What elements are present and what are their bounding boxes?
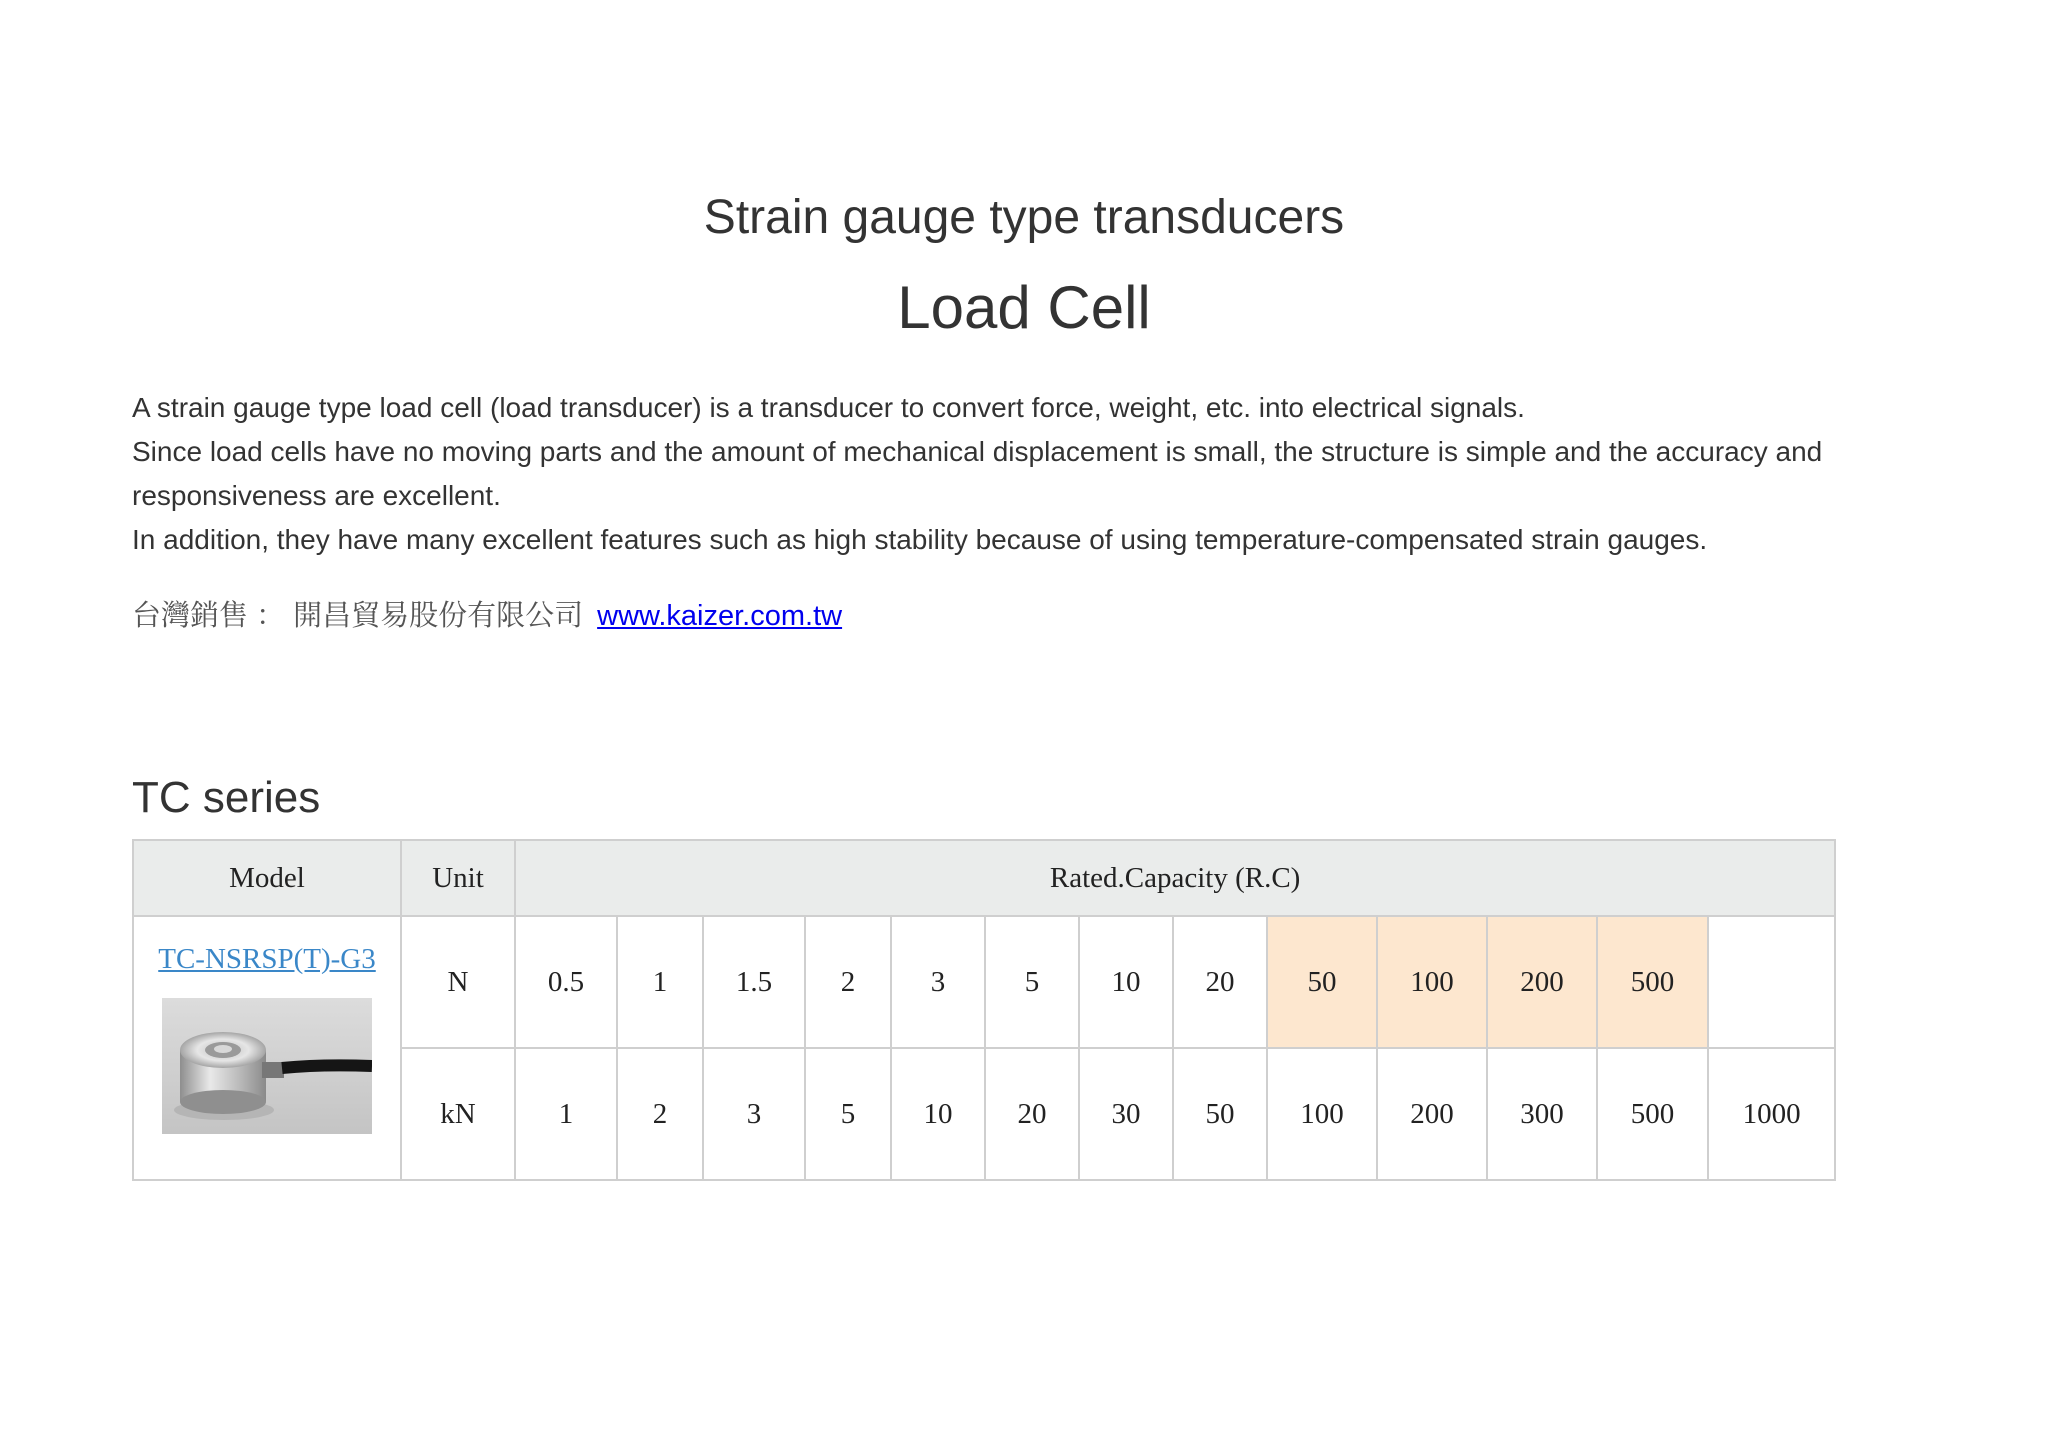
header-unit: Unit bbox=[401, 840, 515, 916]
description-line: A strain gauge type load cell (load transducer) is a transducer to convert force, weight, etc. into electrical signals. bbox=[132, 392, 1525, 423]
capacity-cell: 3 bbox=[703, 1048, 805, 1180]
load-cell-product-photo[interactable] bbox=[162, 998, 372, 1134]
description-line: Since load cells have no moving parts and the amount of mechanical displacement is small, the structure is simple and the accuracy and responsiveness are excellent. bbox=[132, 436, 1823, 511]
capacity-cell: 2 bbox=[805, 916, 891, 1048]
load-cell-icon bbox=[162, 998, 372, 1134]
seller-website-link[interactable]: www.kaizer.com.tw bbox=[597, 600, 843, 632]
capacity-cell: 100 bbox=[1267, 1048, 1377, 1180]
capacity-cell: 20 bbox=[1173, 916, 1267, 1048]
capacity-cell: 100 bbox=[1377, 916, 1487, 1048]
description bbox=[132, 386, 1932, 562]
capacity-cell: 2 bbox=[617, 1048, 703, 1180]
capacity-cell: 1.5 bbox=[703, 916, 805, 1048]
capacity-cell: 200 bbox=[1487, 916, 1597, 1048]
capacity-cell bbox=[1708, 916, 1835, 1048]
capacity-cell: 200 bbox=[1377, 1048, 1487, 1180]
seller-info bbox=[132, 594, 842, 638]
model-cell bbox=[133, 916, 401, 1180]
description-line: In addition, they have many excellent features such as high stability because of using temperature-compensated strain gauges. bbox=[132, 524, 1708, 555]
header-capacity: Rated.Capacity (R.C) bbox=[515, 840, 1835, 916]
capacity-cell: 1 bbox=[515, 1048, 617, 1180]
capacity-cell: 20 bbox=[985, 1048, 1079, 1180]
capacity-table bbox=[132, 839, 1836, 1181]
capacity-cell: 5 bbox=[985, 916, 1079, 1048]
capacity-cell: 1000 bbox=[1708, 1048, 1835, 1180]
table-header-row bbox=[133, 840, 1835, 916]
capacity-cell: 30 bbox=[1079, 1048, 1173, 1180]
capacity-cell: 50 bbox=[1173, 1048, 1267, 1180]
capacity-cell: 3 bbox=[891, 916, 985, 1048]
capacity-cell: 500 bbox=[1597, 1048, 1708, 1180]
series-title: TC series bbox=[132, 773, 321, 822]
capacity-cell: 10 bbox=[1079, 916, 1173, 1048]
capacity-cell: 0.5 bbox=[515, 916, 617, 1048]
unit-cell: N bbox=[401, 916, 515, 1048]
unit-cell: kN bbox=[401, 1048, 515, 1180]
seller-label: 台灣銷售 ： 開昌貿易股份有限公司 bbox=[132, 600, 584, 632]
page-subtitle: Strain gauge type transducers bbox=[703, 191, 1345, 244]
capacity-cell: 1 bbox=[617, 916, 703, 1048]
capacity-cell: 5 bbox=[805, 1048, 891, 1180]
table-row bbox=[133, 916, 1835, 1048]
capacity-cell: 500 bbox=[1597, 916, 1708, 1048]
capacity-cell: 300 bbox=[1487, 1048, 1597, 1180]
page-title: Load Cell bbox=[897, 274, 1151, 341]
capacity-cell: 50 bbox=[1267, 916, 1377, 1048]
capacity-cell: 10 bbox=[891, 1048, 985, 1180]
model-link[interactable]: TC-NSRSP(T)-G3 bbox=[158, 943, 376, 975]
header-model: Model bbox=[133, 840, 401, 916]
